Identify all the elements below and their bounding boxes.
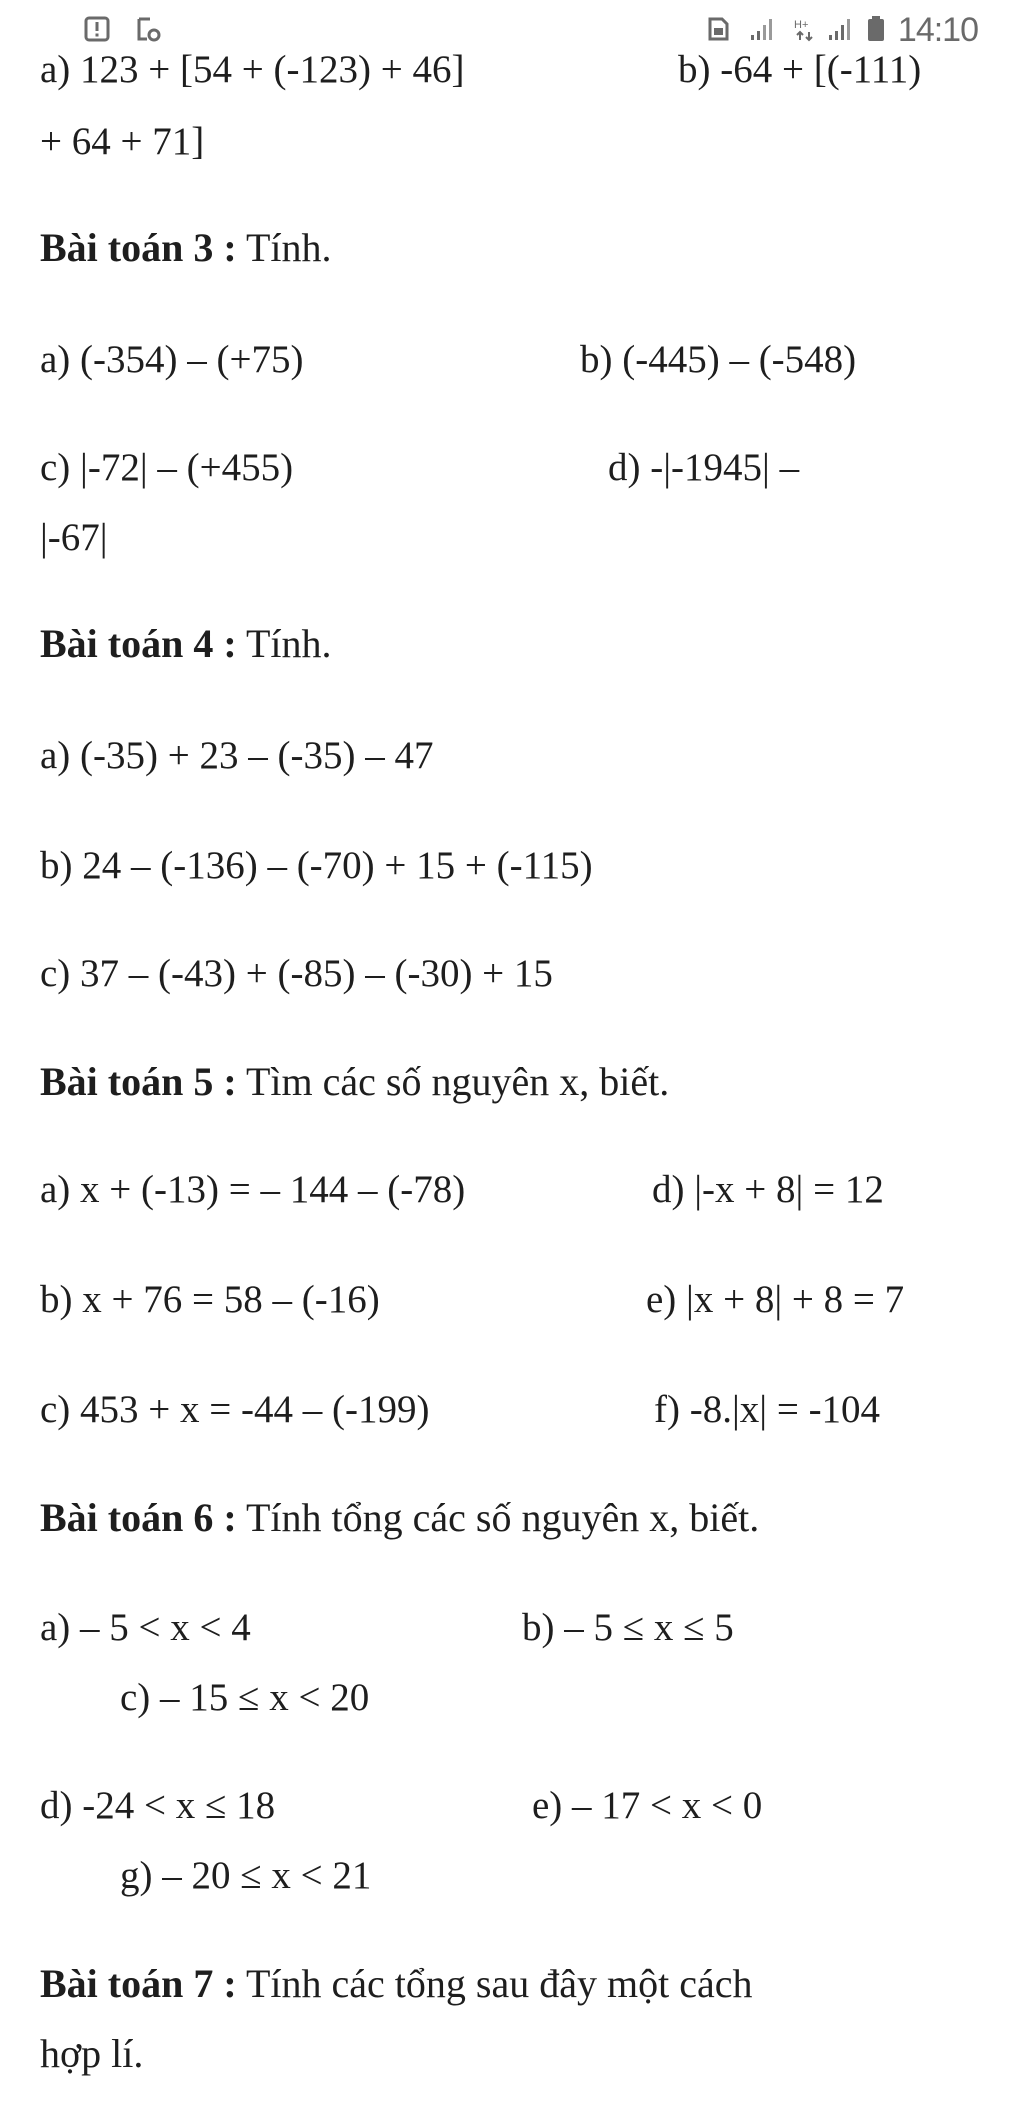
problem-3-item-d-continued: |-67| <box>40 516 108 559</box>
problem-5-item-d: d) |-x + 8| = 12 <box>652 1168 884 1211</box>
problem-5-item-a: a) x + (-13) = – 144 – (-78) <box>40 1168 466 1211</box>
problem-7-heading <box>40 1960 752 2008</box>
problem-3-item-b: b) (-445) – (-548) <box>580 338 857 381</box>
alert-icon <box>84 16 110 42</box>
problem-6-instruction: Tính tổng các số nguyên x, biết. <box>245 1495 760 1540</box>
network-type-icon <box>792 16 818 42</box>
status-bar <box>0 0 1024 62</box>
problem-4-item-c: c) 37 – (-43) + (-85) – (-30) + 15 <box>40 952 553 995</box>
problem-3-item-d: d) -|-1945| – <box>608 446 800 489</box>
problem-4-label: Bài toán 4 : <box>40 621 237 666</box>
problem-2-item-b: b) -64 + [(-111) <box>678 48 922 91</box>
problem-5-instruction: Tìm các số nguyên x, biết. <box>245 1059 670 1104</box>
svg-text:H+: H+ <box>794 19 809 31</box>
problem-6-heading <box>40 1494 759 1542</box>
problem-3-instruction: Tính. <box>245 225 332 270</box>
problem-7-instruction: Tính các tổng sau đây một cách <box>245 1961 753 2006</box>
problem-4-instruction: Tính. <box>245 621 332 666</box>
clock-time: 14:10 <box>897 11 978 49</box>
problem-6-item-c: c) – 15 ≤ x < 20 <box>120 1676 370 1719</box>
problem-3-item-c: c) |-72| – (+455) <box>40 446 294 489</box>
battery-icon <box>866 16 886 42</box>
problem-5-label: Bài toán 5 : <box>40 1059 237 1104</box>
signal-icon <box>826 16 852 42</box>
problem-6-item-e: e) – 17 < x < 0 <box>532 1784 763 1827</box>
problem-2-item-b-continued: + 64 + 71] <box>40 120 205 163</box>
problem-6-item-b: b) – 5 ≤ x ≤ 5 <box>522 1606 734 1649</box>
problem-6-item-a: a) – 5 < x < 4 <box>40 1606 251 1649</box>
problem-7-instruction-continued: hợp lí. <box>40 2031 144 2076</box>
problem-2-item-a: a) 123 + [54 + (-123) + 46] <box>40 48 465 91</box>
problem-5-item-b: b) x + 76 = 58 – (-16) <box>40 1278 380 1321</box>
problem-5-item-e: e) |x + 8| + 8 = 7 <box>646 1278 905 1321</box>
problem-4-heading <box>40 620 332 668</box>
problem-3-item-a: a) (-354) – (+75) <box>40 338 304 381</box>
problem-4-item-b: b) 24 – (-136) – (-70) + 15 + (-115) <box>40 844 593 887</box>
signal-icon <box>748 16 774 42</box>
problem-3-label: Bài toán 3 : <box>40 225 237 270</box>
problem-4-item-a: a) (-35) + 23 – (-35) – 47 <box>40 734 434 777</box>
problem-5-heading <box>40 1058 669 1106</box>
problem-6-item-g: g) – 20 ≤ x < 21 <box>120 1854 372 1897</box>
problem-7-label: Bài toán 7 : <box>40 1961 237 2006</box>
problem-6-label: Bài toán 6 : <box>40 1495 237 1540</box>
problem-6-item-d: d) -24 < x ≤ 18 <box>40 1784 276 1827</box>
problem-3-heading <box>40 224 332 272</box>
screenshot-icon <box>135 16 161 42</box>
problem-5-item-c: c) 453 + x = -44 – (-199) <box>40 1388 430 1431</box>
sim-icon <box>705 16 731 42</box>
problem-5-item-f: f) -8.|x| = -104 <box>654 1388 881 1431</box>
